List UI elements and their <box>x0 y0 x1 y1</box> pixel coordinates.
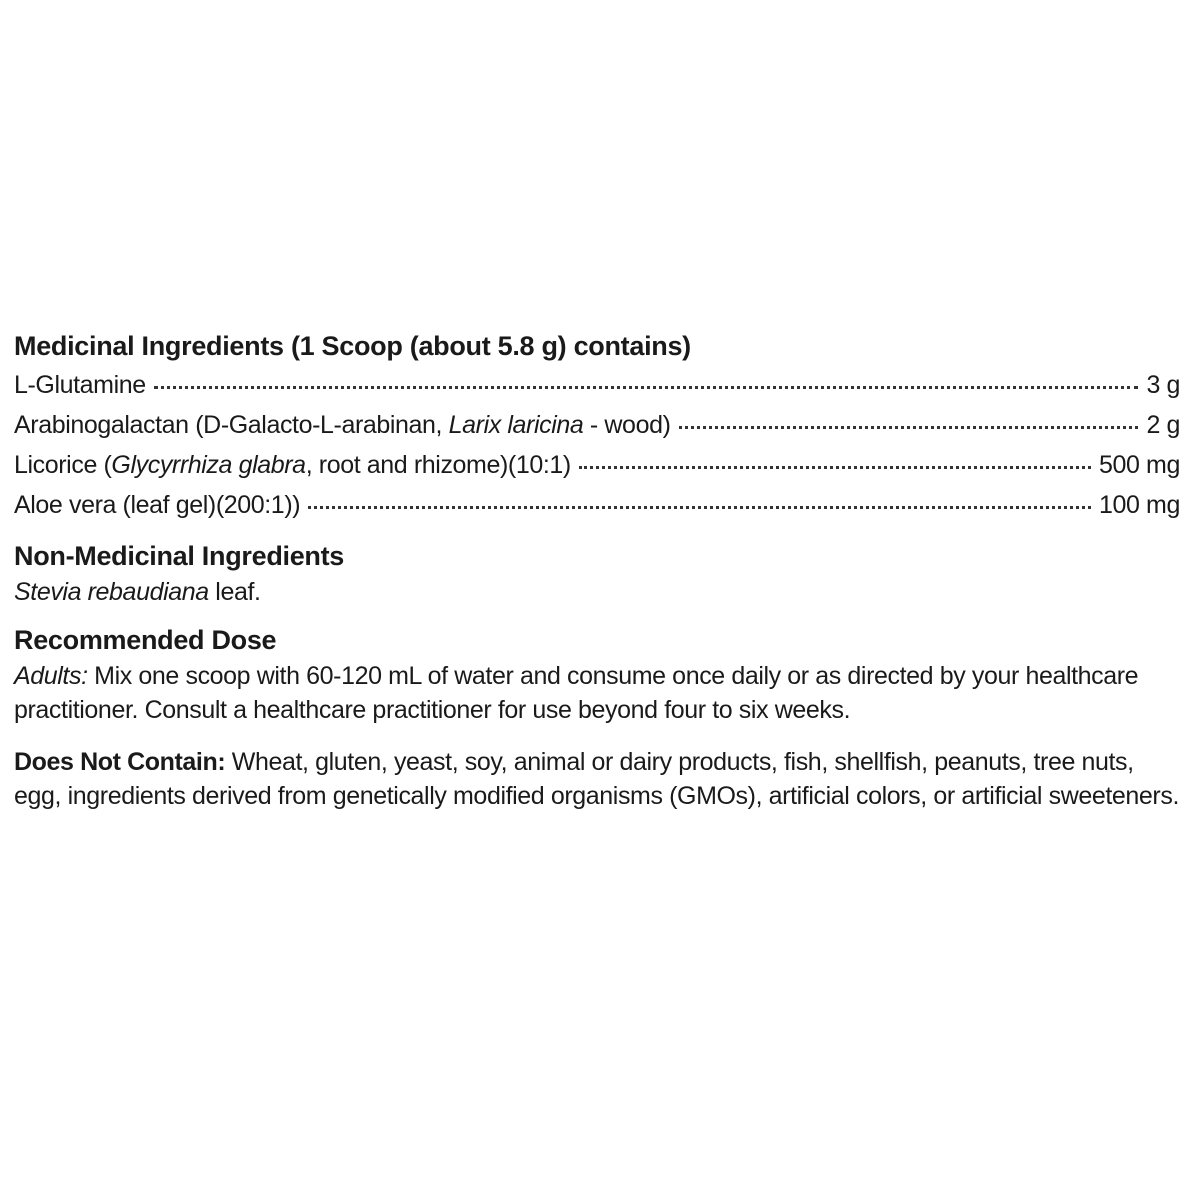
dot-leader <box>308 506 1091 509</box>
medicinal-ingredients-list <box>14 365 1180 525</box>
ingredient-name-text: Aloe vera (leaf gel)(200:1)) <box>14 491 301 519</box>
dose-instructions: Mix one scoop with 60-120 mL of water and consume once daily or as directed by your healthcare practitioner. Consult a healthcare practitioner for use beyond four to six weeks. <box>14 662 1139 724</box>
dot-leader <box>579 466 1091 469</box>
ingredient-amount: 2 g <box>1146 411 1180 439</box>
ingredient-name <box>14 365 146 405</box>
non-medicinal-heading: Non-Medicinal Ingredients <box>14 541 345 571</box>
ingredient-name-text-after: , root and rhizome)(10:1) <box>305 451 571 479</box>
ingredient-name-latin: Larix laricina <box>448 411 584 439</box>
ingredient-name-text: Arabinogalactan (D-Galacto-L-arabinan, <box>14 411 449 439</box>
dot-leader <box>679 426 1139 429</box>
recommended-dose-section <box>14 621 1180 727</box>
ingredient-name <box>14 405 671 445</box>
ingredient-row <box>14 365 1180 405</box>
ingredient-row <box>14 405 1180 445</box>
recommended-dose-heading: Recommended Dose <box>14 625 277 655</box>
product-label-panel <box>14 327 1180 813</box>
ingredient-name-text: L-Glutamine <box>14 371 146 399</box>
ingredient-name <box>14 485 300 525</box>
does-not-contain-section <box>14 745 1180 813</box>
ingredient-amount: 500 mg <box>1099 451 1180 479</box>
ingredient-amount: 100 mg <box>1099 491 1180 519</box>
recommended-dose-text <box>14 659 1180 727</box>
ingredient-name-text: Licorice ( <box>14 451 112 479</box>
non-medicinal-section <box>14 537 1180 609</box>
non-medicinal-text <box>14 575 1180 609</box>
non-medicinal-text-after: leaf. <box>208 578 261 606</box>
ingredient-amount: 3 g <box>1146 371 1180 399</box>
ingredient-row <box>14 445 1180 485</box>
ingredient-name-latin: Glycyrrhiza glabra <box>111 451 306 479</box>
ingredient-row <box>14 485 1180 525</box>
non-medicinal-latin: Stevia rebaudiana <box>14 578 209 606</box>
medicinal-ingredients-heading: Medicinal Ingredients (1 Scoop (about 5.8 g) contains) <box>14 331 691 361</box>
does-not-contain-label: Does Not Contain: <box>14 748 226 776</box>
ingredient-name-text-after: - wood) <box>583 411 671 439</box>
dot-leader <box>154 386 1139 389</box>
ingredient-name <box>14 445 571 485</box>
does-not-contain-text: Wheat, gluten, yeast, soy, animal or dairy products, fish, shellfish, peanuts, tree nuts, egg, ingredients derived from genetically modified organisms (GMOs), artificial colors, or artificial sweeteners. <box>14 748 1179 810</box>
dose-audience-label: Adults: <box>14 662 88 690</box>
